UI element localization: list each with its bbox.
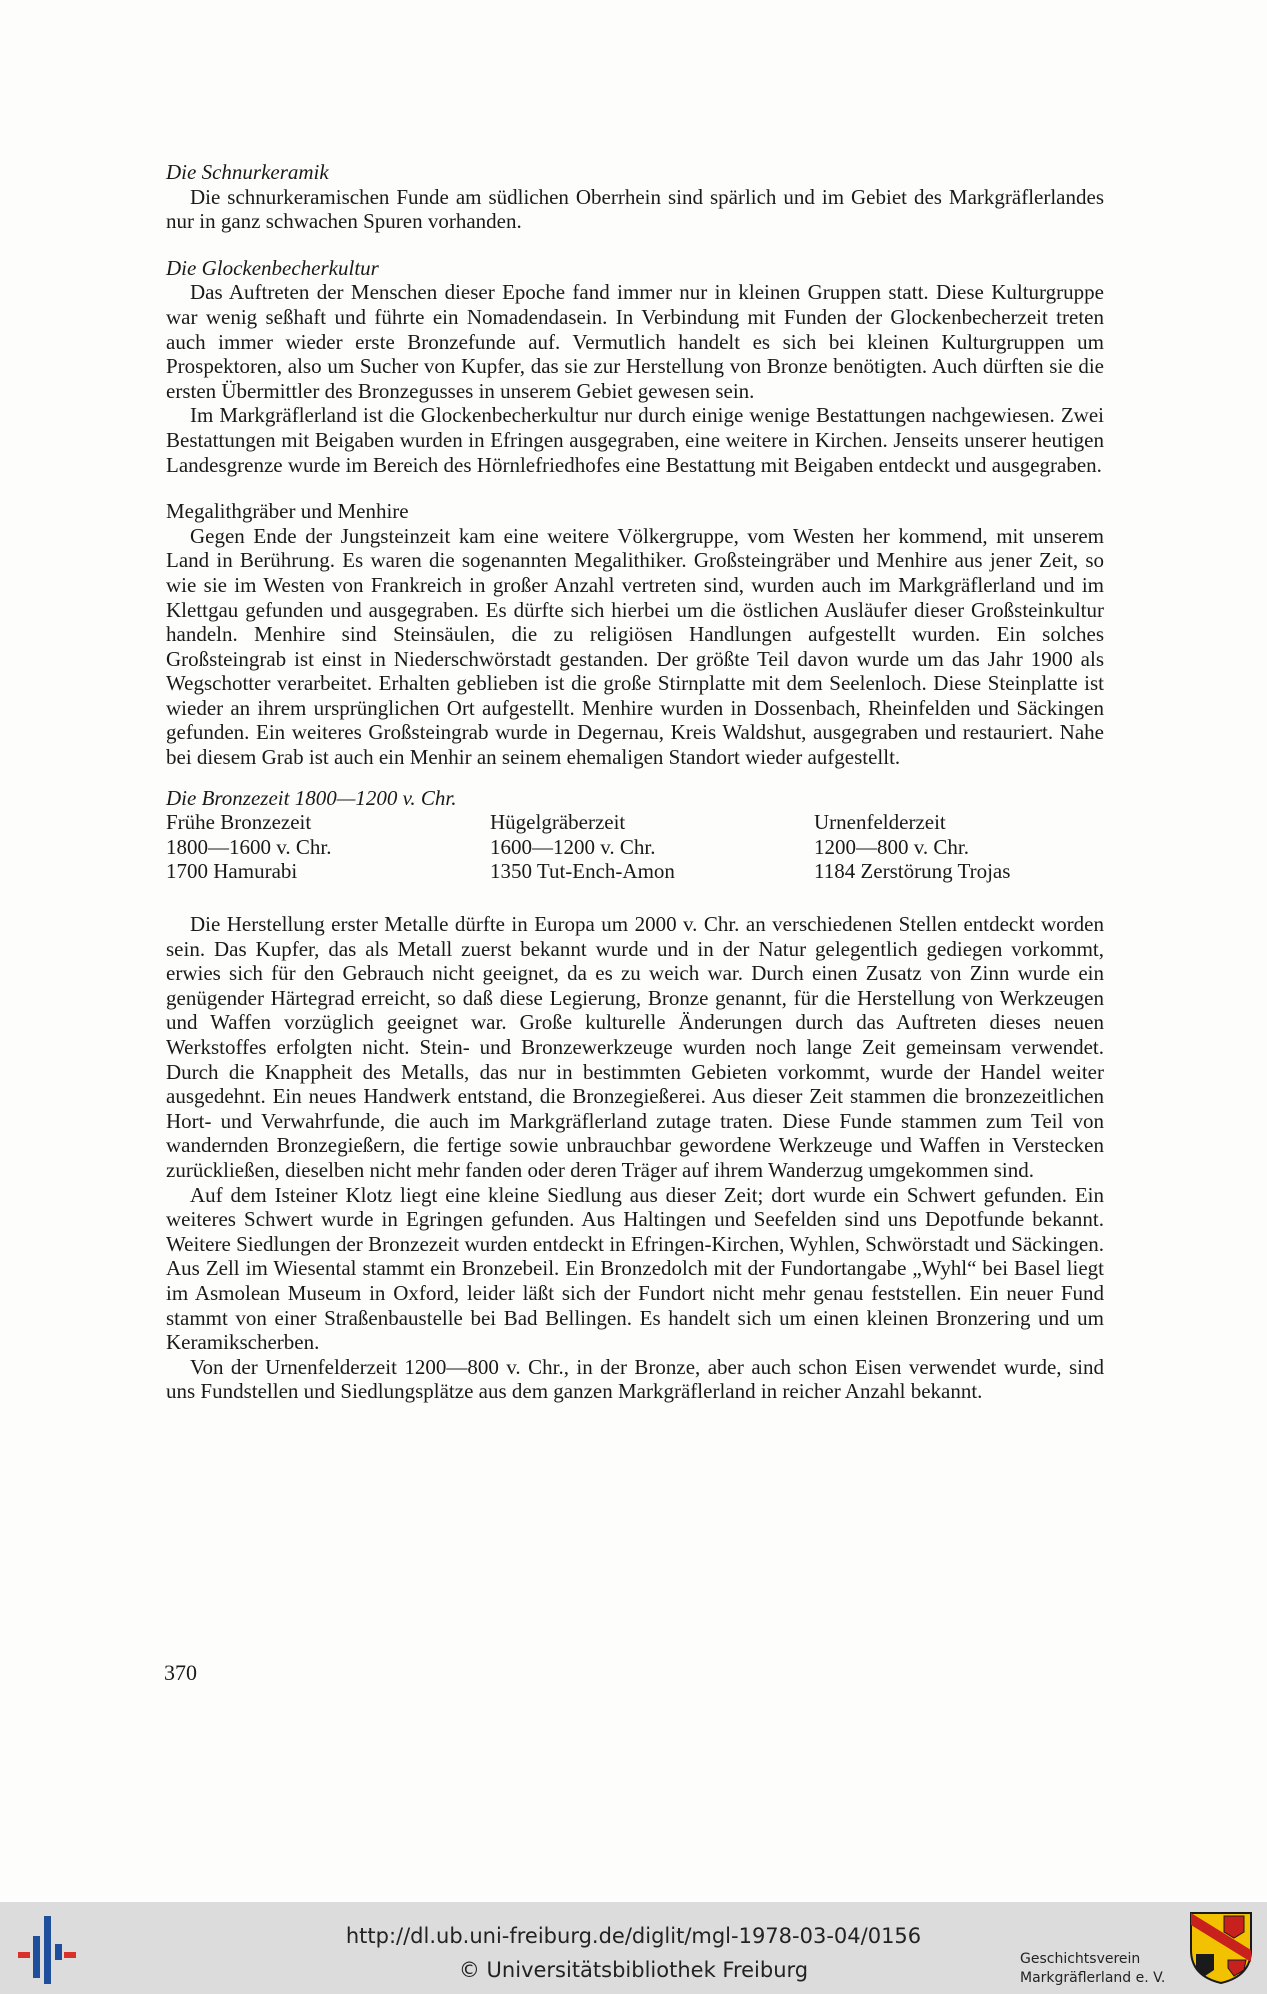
table-cell: 1700 Hamurabi — [166, 859, 298, 884]
paragraph-megalith: Gegen Ende der Jungsteinzeit kam eine weitere Völkergruppe, vom Westen her kommend, mit unserem Land in Berührung. Es waren die sogenannten Megalithiker. Großsteingräber und Menhire aus jener Zeit, so wie sie im Westen von Frankreich in großer Anzahl vertreten sind, wurden auch im Markgräflerland und im Klettgau gefunden und ausgegraben. Es dürfte sich hierbei um die östlichen Ausläufer dieser Großsteinkultur handeln. Menhire sind Steinsäulen, die zu religiösen Handlungen aufgestellt wurden. Ein solches Großsteingrab ist einst in Niederschwörstadt gestanden. Der größte Teil davon wurde um das Jahr 1900 als Wegschotter verarbeitet. Erhalten geblieben ist die große Stirnplatte mit dem Seelenloch. Diese Steinplatte ist wieder an ihrem ursprünglichen Ort aufgestellt. Menhire wurden in Dossenbach, Rheinfelden und Säckingen gefunden. Ein weiteres Großsteingrab wurde in Degernau, Kreis Waldshut, ausgegraben und restauriert. Nahe bei diesem Grab ist auch ein Menhir an seinem ehemaligen Standort wieder aufgestellt. — [166, 523, 1104, 770]
bronzezeit-period-table — [166, 810, 1010, 884]
paragraph-schnurkeramik: Die schnurkeramischen Funde am südlichen Oberrhein sind spärlich und im Gebiet des Markgräflerlandes nur in ganz schwachen Spuren vorhanden. — [166, 184, 1104, 234]
table-row — [166, 835, 1010, 860]
table-cell: 1350 Tut-Ench-Amon — [490, 859, 675, 884]
table-cell: 1800—1600 v. Chr. — [166, 834, 332, 859]
paragraph-bronze-1: Die Herstellung erster Metalle dürfte in Europa um 2000 v. Chr. an verschiedenen Stellen entdeckt worden sein. Das Kupfer, das als Metall zuerst bekannt wurde und in der Natur gelegentlich gediegen vorkommt, erwies sich für den Gebrauch nicht geeignet, da es zu weich war. Durch einen Zusatz von Zinn wurde ein genügender Härtegrad erreicht, so daß diese Legierung, Bronze genannt, für die Herstellung von Werkzeugen und Waffen vorzüglich geeignet war. Große kulturelle Änderungen durch das Auftreten dieses neuen Werkstoffes erfolgten nicht. Stein- und Bronzewerkzeuge wurden noch lange Zeit gemeinsam verwendet. Durch die Knappheit des Metalls, das nur in bestimmten Gebieten vorkommt, wurde der Handel weiter ausgedehnt. Ein neues Handwerk entstand, die Bronzegießerei. Aus dieser Zeit stammen die bronzezeitlichen Hort- und Verwahrfunde, die auch im Markgräflerland zutage traten. Diese Funde stammen zum Teil von wandernden Bronzegießern, die fertige sowie unbrauchbar gewordene Werkzeuge und Waffen in Verstecken zurückließen, dieselben nicht mehr fanden oder deren Träger auf ihrem Wanderzug umgekommen sind. — [166, 912, 1104, 1182]
heading-schnurkeramik: Die Schnurkeramik — [166, 160, 329, 184]
footer-bar — [0, 1902, 1267, 1994]
page-content — [166, 160, 1104, 1404]
paragraph-glocken-2: Im Markgräflerland ist die Glockenbecherkultur nur durch einige wenige Bestattungen nachgewiesen. Zwei Bestattungen mit Beigaben wurden in Efringen ausgegraben, eine weitere in Kirchen. Jenseits unserer heutigen Landesgrenze wurde im Bereich des Hörnlefriedhofes eine Bestattung mit Beigaben entdeckt und ausgegraben. — [166, 403, 1104, 477]
heading-glockenbecherkultur: Die Glockenbecherkultur — [166, 255, 379, 280]
paragraph-glocken-1: Das Auftreten der Menschen dieser Epoche fand immer nur in kleinen Gruppen statt. Diese Kulturgruppe war wenig seßhaft und führte ein Nomadendasein. In Verbindung mit Funden der Glockenbecherzeit treten auch immer wieder erste Bronzefunde auf. Vermutlich handelt es sich bei kleinen Kulturgruppen um Prospektoren, also um Sucher von Kupfer, das sie zur Herstellung von Bronze benötigten. Auch dürften sie die ersten Übermittler des Bronzegusses in unserem Gebiet gewesen sein. — [166, 280, 1104, 403]
table-cell: Frühe Bronzezeit — [166, 810, 312, 835]
paragraph-bronze-3: Von der Urnenfelderzeit 1200—800 v. Chr., in der Bronze, aber auch schon Eisen verwendet wurde, sind uns Fundstellen und Siedlungsplätze aus dem ganzen Markgräflerland in reicher Anzahl bekannt. — [166, 1354, 1104, 1404]
table-cell: Hügelgräberzeit — [490, 810, 626, 835]
table-cell: 1600—1200 v. Chr. — [490, 834, 656, 859]
society-line-2: Markgräflerland e. V. — [1020, 1970, 1166, 1986]
table-row — [166, 859, 1010, 884]
table-cell: Urnenfelderzeit — [814, 810, 946, 835]
society-line-1: Geschichtsverein — [1020, 1951, 1141, 1967]
table-cell: 1200—800 v. Chr. — [814, 834, 969, 859]
page-number: 370 — [164, 1660, 197, 1685]
footer-url-link[interactable]: http://dl.ub.uni-freiburg.de/diglit/mgl-1978-03-04/0156 — [345, 1924, 922, 1948]
paragraph-bronze-2: Auf dem Isteiner Klotz liegt eine kleine Siedlung aus dieser Zeit; dort wurde ein Schwert gefunden. Ein weiteres Schwert wurde in Egringen gefunden. Aus Haltingen und Seefelden sind uns Depotfunde bekannt. Weitere Siedlungen der Bronzezeit wurden entdeckt in Efringen-Kirchen, Wyhlen, Schwörstadt und Säckingen. Aus Zell im Wiesental stammt ein Bronzebeil. Ein Bronzedolch mit der Fundortangabe „Wyhl“ bei Basel liegt im Asmolean Museum in Oxford, leider läßt sich der Fundort nicht mehr genau feststellen. Ein neuer Fund stammt von einer Straßenbaustelle bei Bad Bellingen. Es handelt sich um einen kleinen Bronzering und um Keramikscherben. — [166, 1182, 1104, 1355]
table-row — [166, 810, 1010, 835]
table-cell: 1184 Zerstörung Trojas — [814, 859, 1011, 884]
heading-bronzezeit: Die Bronzezeit 1800—1200 v. Chr. — [166, 785, 457, 810]
society-crest-icon — [1188, 1910, 1254, 1986]
footer-copyright: © Universitätsbibliothek Freiburg — [458, 1958, 809, 1982]
society-name — [1020, 1950, 1165, 1988]
heading-megalithgraeber: Megalithgräber und Menhire — [166, 499, 409, 524]
